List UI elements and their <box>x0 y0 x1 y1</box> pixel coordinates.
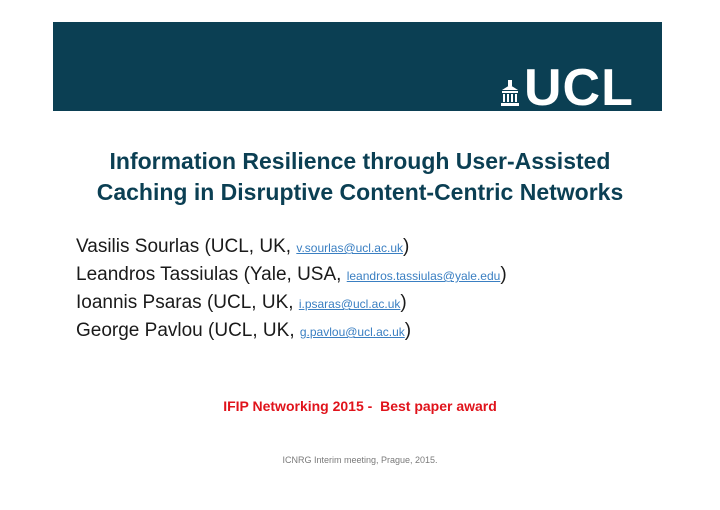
logo-text: UCL <box>524 59 634 117</box>
author-email-link[interactable]: v.sourlas@ucl.ac.uk <box>296 241 403 255</box>
award-text: IFIP Networking 2015 - Best paper award <box>223 398 497 414</box>
author-item <box>76 317 676 345</box>
author-suffix: ) <box>400 292 407 313</box>
author-item <box>76 233 676 261</box>
author-name: George Pavlou (UCL, UK, <box>76 320 300 341</box>
author-name: Ioannis Psaras (UCL, UK, <box>76 292 299 313</box>
title-line-1: Information Resilience through User-Assisted <box>109 148 611 174</box>
author-name: Vasilis Sourlas (UCL, UK, <box>76 236 297 257</box>
author-suffix: ) <box>404 320 412 341</box>
author-email-link[interactable]: i.psaras@ucl.ac.uk <box>298 297 401 311</box>
author-suffix: ) <box>500 264 507 285</box>
author-list <box>76 233 676 345</box>
portico-icon <box>499 80 521 106</box>
author-email-link[interactable]: leandros.tassiulas@yale.edu <box>346 269 501 283</box>
ucl-logo <box>499 59 634 117</box>
author-item <box>76 261 676 289</box>
author-item <box>76 289 676 317</box>
author-suffix: ) <box>403 236 410 257</box>
author-email-link[interactable]: g.pavlou@ucl.ac.uk <box>299 325 405 339</box>
footer-text: ICNRG Interim meeting, Prague, 2015. <box>282 455 438 465</box>
author-name: Leandros Tassiulas (Yale, USA, <box>76 264 347 285</box>
title-line-2: Caching in Disruptive Content-Centric Networks <box>96 179 624 205</box>
page-title <box>40 146 680 208</box>
